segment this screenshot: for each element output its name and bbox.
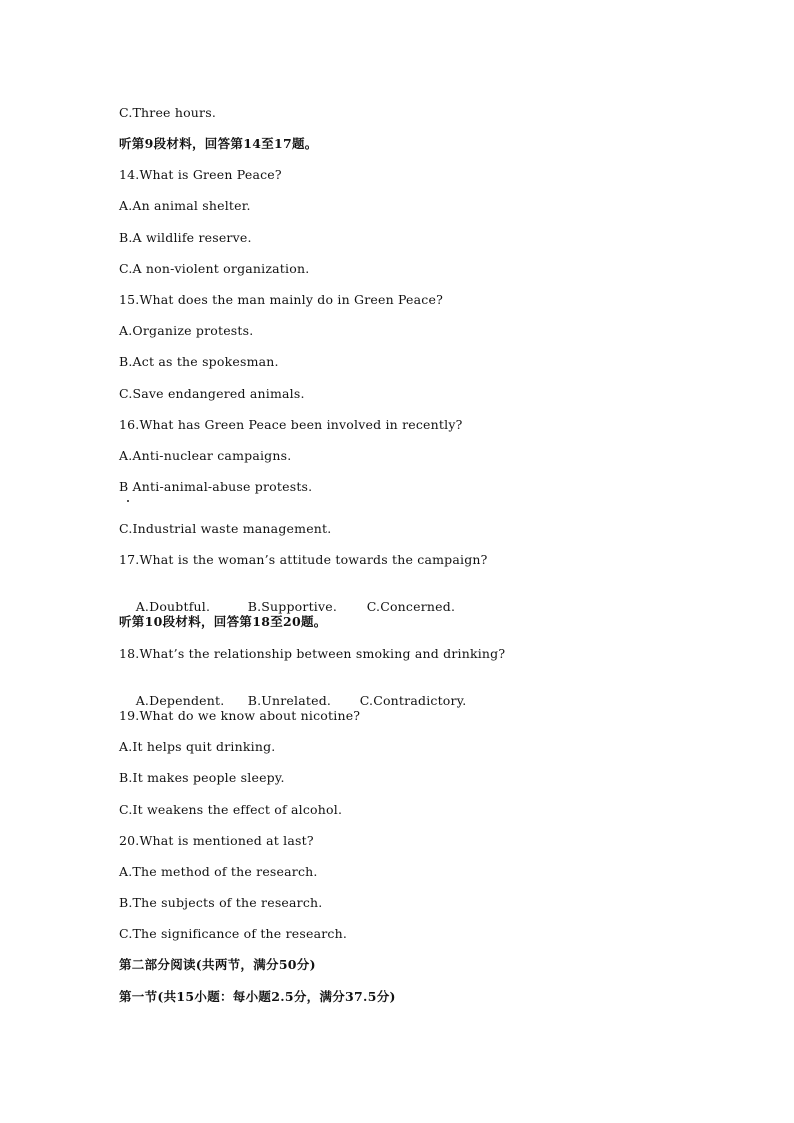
answer-option: C.A non-violent organization. <box>119 261 310 276</box>
question-20: 20.What is mentioned at last? <box>119 833 314 848</box>
answer-option: B.The subjects of the research. <box>119 895 323 910</box>
answer-option: C.The significance of the research. <box>119 926 348 941</box>
answer-option: B.Act as the spokesman. <box>119 354 279 369</box>
answer-option: B.Unrelated. <box>247 693 332 708</box>
answer-option: A.Doubtful. <box>135 599 211 614</box>
answer-option: B.Supportive. <box>247 599 338 614</box>
answer-option: C.Concerned. <box>366 599 456 614</box>
section-heading: 第一节(共15小题：每小题2.5分，满分37.5分) <box>119 989 396 1004</box>
answer-option: C.Three hours. <box>119 105 217 120</box>
answer-option: A.Organize protests. <box>119 323 254 338</box>
answer-option: A.An animal shelter. <box>119 198 251 213</box>
answer-option: A.It helps quit drinking. <box>119 739 276 754</box>
answer-option: A.The method of the research. <box>119 864 318 879</box>
answer-option: A.Dependent. <box>135 693 225 708</box>
question-15: 15.What does the man mainly do in Green Peace? <box>119 292 444 307</box>
question-19: 19.What do we know about nicotine? <box>119 708 361 723</box>
question-14: 14.What is Green Peace? <box>119 167 282 182</box>
answer-option: C.Contradictory. <box>359 693 467 708</box>
stray-mark <box>127 500 129 502</box>
answer-option: A.Anti-nuclear campaigns. <box>119 448 292 463</box>
answer-option: B.It makes people sleepy. <box>119 770 285 785</box>
question-16: 16.What has Green Peace been involved in recently? <box>119 417 463 432</box>
question-17: 17.What is the woman’s attitude towards the campaign? <box>119 552 488 567</box>
answer-option: C.Save endangered animals. <box>119 386 305 401</box>
section-heading: 听第9段材料，回答第14至17题。 <box>119 136 318 151</box>
section-heading: 听第10段材料，回答第18至20题。 <box>119 614 327 629</box>
answer-option: C.Industrial waste management. <box>119 521 332 536</box>
answer-option: B Anti-animal-abuse protests. <box>119 479 313 494</box>
question-18: 18.What’s the relationship between smoking and drinking? <box>119 646 506 661</box>
answer-option: B.A wildlife reserve. <box>119 230 252 245</box>
part-heading: 第二部分阅读(共两节，满分50分) <box>119 957 316 972</box>
answer-option: C.It weakens the effect of alcohol. <box>119 802 343 817</box>
